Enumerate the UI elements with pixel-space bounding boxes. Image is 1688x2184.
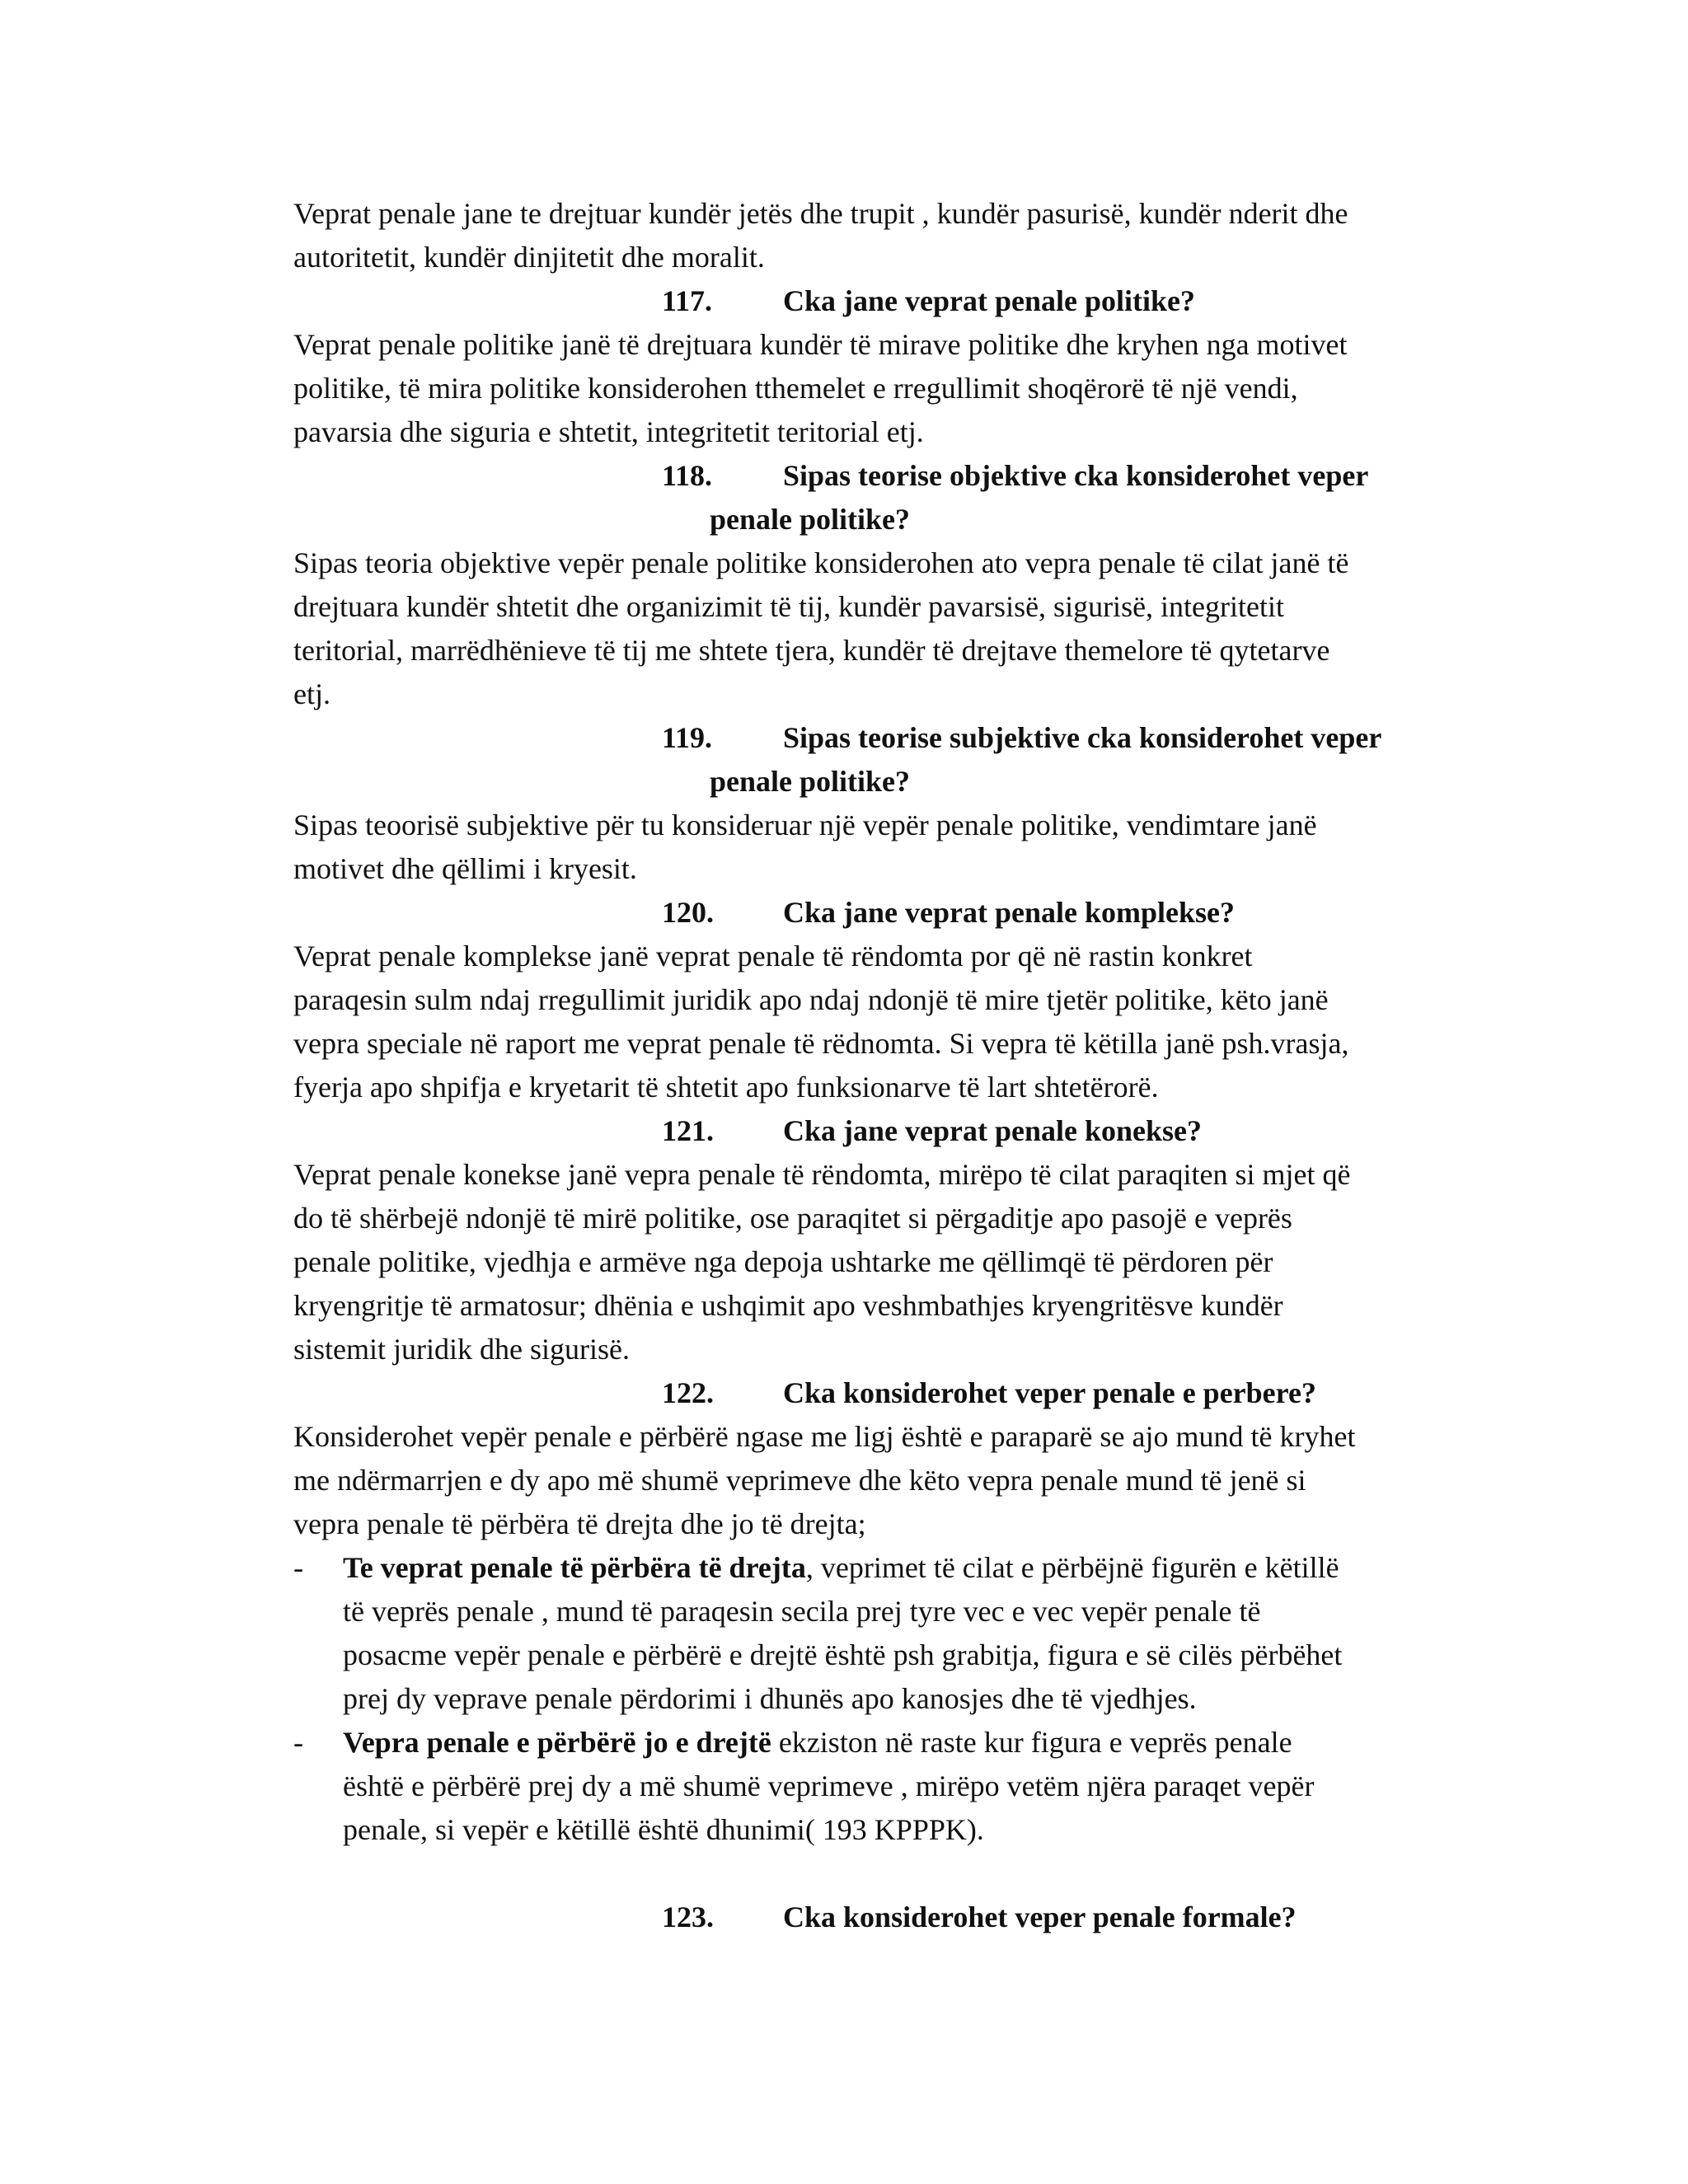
answer-line: teritorial, marrëdhënieve të tij me shtete tjera, kundër të drejtave themelore të qytetarve [293,634,1330,667]
bullet-line: të veprës penale , mund të paraqesin secila prej tyre vec e vec vepër penale të [343,1595,1261,1628]
answer-line: Konsiderohet vepër penale e përbërë ngase me ligj është e paraparë se ajo mund të kryhet [293,1420,1356,1453]
answer-line: fyerja apo shpifja e kryetarit të shtetit apo funksionarve të lart shtetërorë. [293,1071,1159,1104]
question-text: penale politike? [710,503,911,536]
question-text: Cka jane veprat penale konekse? [783,1114,1203,1147]
answer-line: vepra speciale në raport me veprat penale të rëdnomta. Si vepra të këtilla janë psh.vrasja, [293,1027,1349,1060]
answer-line: kryengritje të armatosur; dhënia e ushqimit apo veshmbathjes kryengritësve kundër [293,1289,1283,1322]
bullet-dash: - [293,1551,303,1584]
answer-line: vepra penale të përbëra të drejta dhe jo të drejta; [293,1507,866,1540]
answer-line: sistemit juridik dhe sigurisë. [293,1333,630,1366]
answer-line: politike, të mira politike konsiderohen tthemelet e rregullimit shoqërorë të një vendi, [293,372,1298,405]
question-number: 117. [662,284,713,317]
question-number: 123. [662,1900,714,1933]
question-text: Cka konsiderohet veper penale formale? [783,1900,1296,1933]
question-number: 121. [662,1114,714,1147]
question-text: Sipas teorise objektive cka konsiderohet veper [783,459,1369,492]
bullet-text: , veprimet të cilat e përbëjnë figurën e këtillë [805,1551,1339,1584]
bullet-line: penale, si vepër e këtillë është dhunimi( 193 KPPPK). [343,1813,984,1846]
answer-line: paraqesin sulm ndaj rregullimit juridik apo ndaj ndonjë të mire tjetër politike, këto janë [293,983,1329,1016]
answer-line: etj. [293,677,331,710]
answer-line: do të shërbejë ndonjë të mirë politike, ose paraqitet si përgaditje apo pasojë e veprës [293,1202,1292,1235]
answer-line: Veprat penale politike janë të drejtuara kundër të mirave politike dhe kryhen nga motivet [293,328,1348,361]
answer-line: me ndërmarrjen e dy apo më shumë veprimeve dhe këto vepra penale mund të jenë si [293,1464,1306,1497]
bullet-first-line [343,1721,1292,1765]
answer-line: Sipas teoorisë subjektive për tu konsideruar një vepër penale politike, vendimtare janë [293,808,1317,841]
bullet-line: është e përbërë prej dy a më shumë veprimeve , mirëpo vetëm njëra paraqet vepër [343,1769,1315,1802]
bullet-text: ekziston në raste kur figura e veprës penale [771,1726,1292,1759]
bullet-dash: - [293,1726,303,1759]
answer-line: penale politike, vjedhja e armëve nga depoja ushtarke me qëllimqë të përdoren për [293,1245,1273,1278]
answer-line: motivet dhe qëllimi i kryesit. [293,852,637,885]
answer-line: Veprat penale konekse janë vepra penale të rëndomta, mirëpo të cilat paraqiten si mjet që [293,1158,1351,1191]
answer-line: drejtuara kundër shtetit dhe organizimit të tij, kundër pavarsisë, sigurisë, integritetit [293,590,1285,623]
bullet-bold-term: Te veprat penale të përbëra të drejta [343,1551,806,1584]
question-number: 118. [662,459,713,492]
bullet-first-line [343,1546,1339,1590]
question-text: penale politike? [710,765,911,798]
question-text: Cka jane veprat penale komplekse? [783,896,1235,929]
question-text: Cka jane veprat penale politike? [783,284,1195,317]
question-text: Cka konsiderohet veper penale e perbere? [783,1376,1316,1409]
question-number: 122. [662,1376,714,1409]
question-number: 120. [662,896,714,929]
question-number: 119. [662,721,713,754]
question-text: Sipas teorise subjektive cka konsiderohet veper [783,721,1382,754]
answer-line: Veprat penale komplekse janë veprat penale të rëndomta por që në rastin konkret [293,940,1253,972]
bullet-bold-term: Vepra penale e përbërë jo e drejtë [343,1726,771,1759]
answer-line: pavarsia dhe siguria e shtetit, integritetit teritorial etj. [293,415,924,448]
intro-line: autoritetit, kundër dinjitetit dhe moralit. [293,241,765,274]
bullet-line: posacme vepër penale e përbërë e drejtë është psh grabitja, figura e së cilës përbëhet [343,1638,1343,1671]
answer-line: Sipas teoria objektive vepër penale politike konsiderohen ato vepra penale të cilat janë të [293,546,1349,579]
intro-line: Veprat penale jane te drejtuar kundër jetës dhe trupit , kundër pasurisë, kundër nderit dhe [293,197,1348,230]
bullet-line: prej dy veprave penale përdorimi i dhunës apo kanosjes dhe të vjedhjes. [343,1682,1197,1715]
